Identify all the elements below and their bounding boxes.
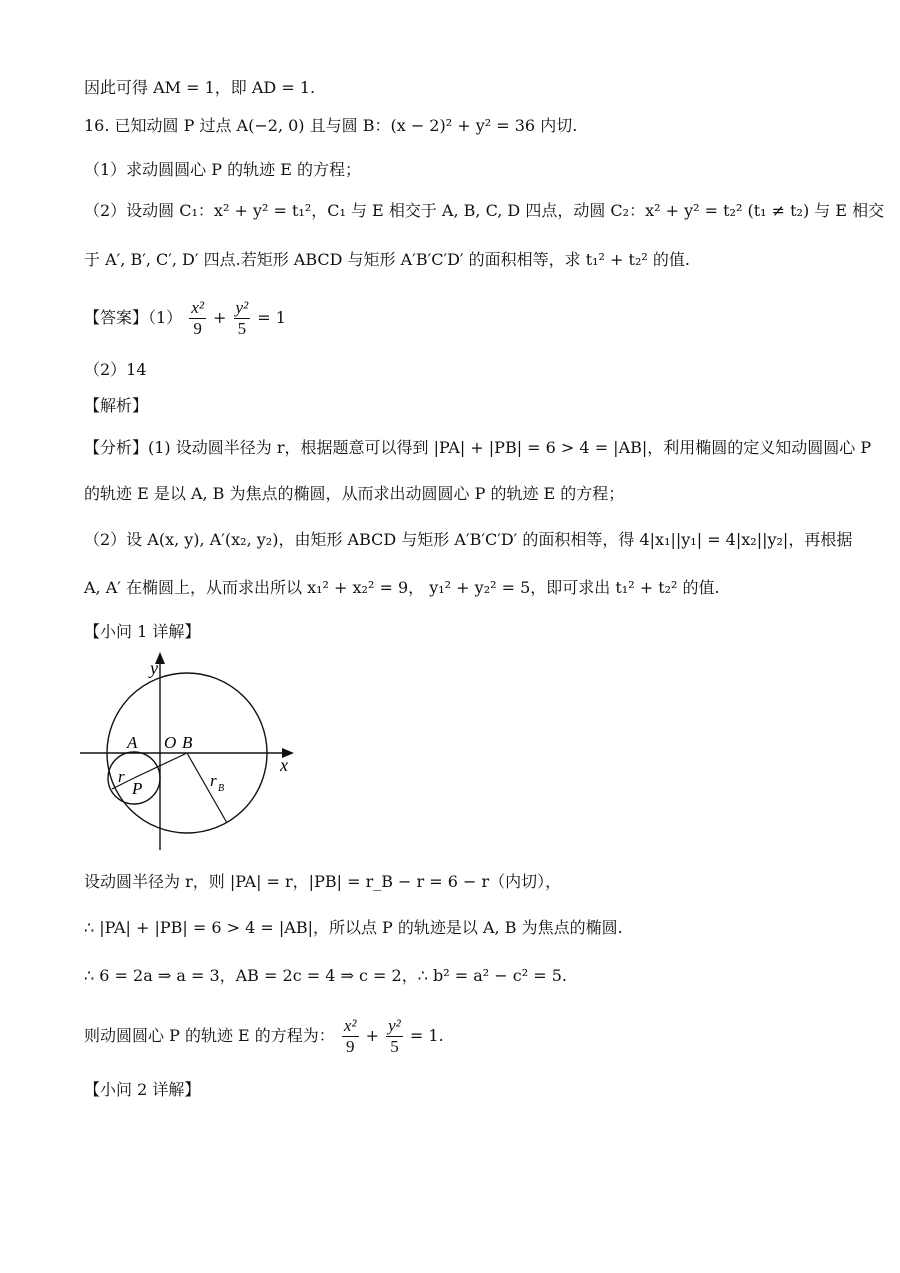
subquestion-1-heading: 【小问 1 详解】 xyxy=(84,622,201,641)
point-a-label: A xyxy=(127,733,138,752)
equals-one: = 1. xyxy=(409,1026,444,1045)
numerator: x² xyxy=(191,298,204,317)
r-label: r xyxy=(118,767,125,786)
answer-line-1 xyxy=(84,298,286,339)
analysis-heading: 【解析】 xyxy=(84,396,149,415)
equals-one: = 1 xyxy=(257,308,286,327)
problem-16-statement: 16. 已知动圆 P 过点 A(−2, 0) 且与圆 B：(x − 2)² + y² = 36 内切. xyxy=(84,116,578,135)
analysis-summary-2-cont: A, A′ 在椭圆上，从而求出所以 x₁² + x₂² = 9， y₁² + y₂² = 5，即可求出 t₁² + t₂² 的值. xyxy=(84,578,720,597)
fraction-x2-9 xyxy=(342,1016,359,1057)
fraction-y2-5 xyxy=(234,298,251,339)
problem-16-part-1: （1）求动圆圆心 P 的轨迹 E 的方程； xyxy=(84,160,361,179)
numerator: y² xyxy=(388,1016,401,1035)
subquestion-2-heading: 【小问 2 详解】 xyxy=(84,1080,201,1099)
problem-16-part-2: （2）设动圆 C₁：x² + y² = t₁²，C₁ 与 E 相交于 A, B, C, D 四点，动圆 C₂：x² + y² = t₂² (t₁ ≠ t₂) 与 E 相交 xyxy=(84,201,885,220)
y-label: y xyxy=(150,658,158,678)
plus-sign: + xyxy=(365,1026,380,1045)
denominator: 5 xyxy=(237,319,247,338)
solution-line-3: ∴ 6 = 2a ⇒ a = 3，AB = 2c = 4 ⇒ c = 2，∴ b² = a² − c² = 5. xyxy=(84,966,567,985)
x-label: x xyxy=(280,755,288,775)
rb-label: r xyxy=(210,771,217,790)
point-o-label: O xyxy=(164,733,177,752)
solution-line-1: 设动圆半径为 r，则 |PA| = r，|PB| = r_B − r = 6 − r（内切）， xyxy=(84,872,562,891)
analysis-summary-1: 【分析】(1) 设动圆半径为 r，根据题意可以得到 |PA| + |PB| = 6 > 4 = |AB|，利用椭圆的定义知动圆圆心 P xyxy=(84,438,872,457)
fraction-y2-5 xyxy=(386,1016,403,1057)
plus-sign: + xyxy=(213,308,227,327)
analysis-summary-2: （2）设 A(x, y), A′(x₂, y₂)，由矩形 ABCD 与矩形 A′B′C′D′ 的面积相等，得 4|x₁||y₁| = 4|x₂||y₂|，再根据 xyxy=(84,530,853,549)
text-line: 因此可得 AM = 1，即 AD = 1. xyxy=(84,78,316,97)
fraction-x2-9 xyxy=(189,298,206,339)
point-p-label: P xyxy=(132,779,143,798)
denominator: 5 xyxy=(390,1037,399,1056)
numerator: x² xyxy=(343,1016,357,1035)
answer-line-2: （2）14 xyxy=(84,360,147,379)
denominator: 9 xyxy=(193,319,202,338)
solution-line-2: ∴ |PA| + |PB| = 6 > 4 = |AB|，所以点 P 的轨迹是以 A, B 为焦点的椭圆. xyxy=(84,918,623,937)
solution-line-4 xyxy=(84,1016,444,1057)
analysis-summary-1-cont: 的轨迹 E 是以 A, B 为焦点的椭圆，从而求出动圆圆心 P 的轨迹 E 的方程； xyxy=(84,484,625,503)
denominator: 9 xyxy=(345,1037,355,1056)
point-b-label: B xyxy=(182,733,193,752)
problem-16-part-2-cont: 于 A′, B′, C′, D′ 四点.若矩形 ABCD 与矩形 A′B′C′D′ 的面积相等，求 t₁² + t₂² 的值. xyxy=(84,250,690,269)
solution-line-4-prefix: 则动圆圆心 P 的轨迹 E 的方程为： xyxy=(84,1026,335,1045)
numerator: y² xyxy=(235,298,249,317)
circle-figure xyxy=(80,644,310,854)
answer-label: 【答案】（1） xyxy=(84,308,183,327)
rb-subscript: B xyxy=(218,783,225,794)
